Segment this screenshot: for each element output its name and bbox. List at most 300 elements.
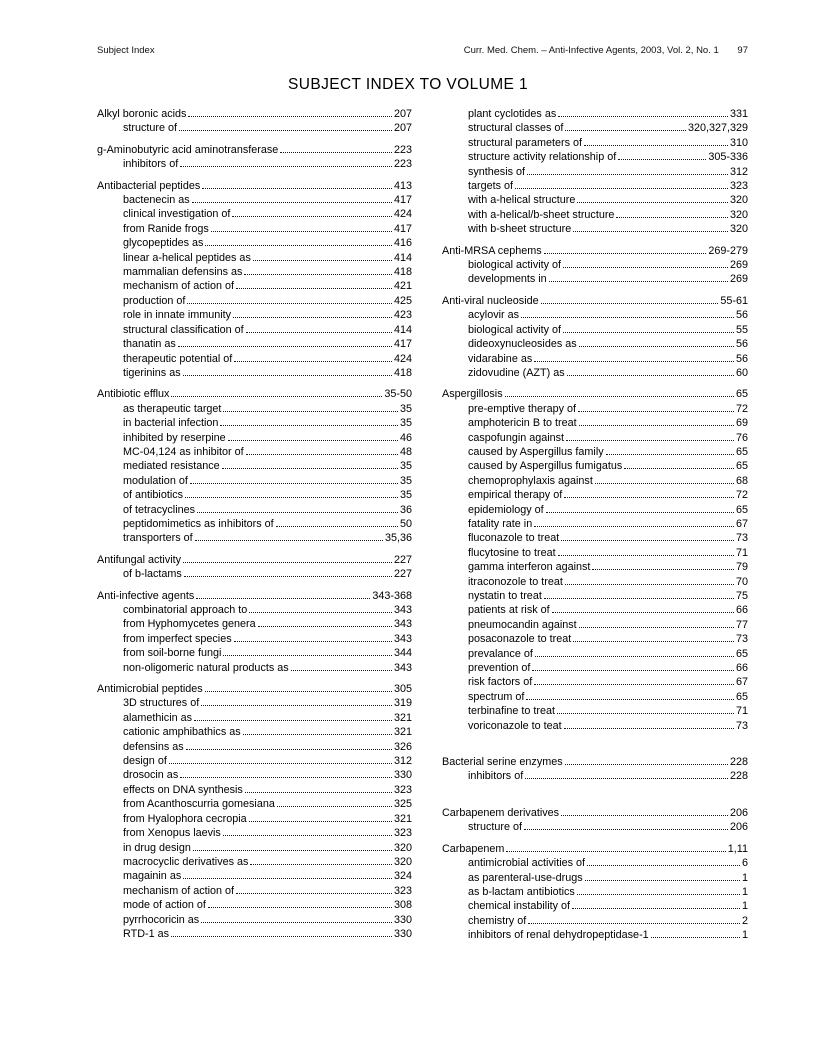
entry-label: dideoxynucleosides as [468, 338, 577, 351]
index-entry [442, 294, 748, 308]
entry-label: with a-helical structure [468, 194, 576, 207]
dot-leader [564, 727, 734, 729]
running-head-section: Subject Index [97, 45, 155, 56]
index-subentry [97, 567, 412, 581]
index-columns [97, 107, 748, 943]
entry-label: structural parameters of [468, 136, 583, 149]
entry-page: 72 [735, 489, 748, 502]
entry-label: structure activity relationship of [468, 151, 617, 164]
index-subentry [442, 459, 748, 473]
entry-page: 305 [393, 683, 412, 696]
dot-leader [211, 230, 392, 232]
entry-page: 343-368 [372, 589, 412, 602]
index-subentry [442, 503, 748, 517]
entry-label: from Hyphomycetes genera [123, 618, 256, 631]
entry-page: 68 [735, 474, 748, 487]
index-subentry [442, 661, 748, 675]
dot-leader [535, 655, 734, 657]
dot-leader [532, 669, 734, 671]
dot-leader [558, 115, 728, 117]
dot-leader [202, 187, 392, 189]
entry-page: 1 [741, 929, 748, 942]
entry-label: modulation of [123, 474, 188, 487]
dot-leader [585, 879, 740, 881]
index-subentry [442, 589, 748, 603]
entry-page: 65 [735, 690, 748, 703]
entry-page: 228 [729, 770, 748, 783]
index-entry [97, 589, 412, 603]
entry-label: inhibitors of renal dehydropeptidase-1 [468, 929, 649, 942]
dot-leader [577, 893, 740, 895]
entry-page: 343 [393, 604, 412, 616]
dot-leader [180, 165, 392, 167]
index-subentry [97, 121, 412, 135]
entry-label: acylovir as [468, 309, 520, 322]
entry-label: spectrum of [468, 690, 525, 703]
index-subentry [97, 352, 412, 366]
entry-page: 323 [393, 827, 412, 840]
dot-leader [506, 850, 725, 852]
entry-label: fatality rate in [468, 517, 533, 530]
entry-label: plant cyclotides as [468, 108, 557, 120]
entry-label: defensins as [123, 740, 184, 753]
index-subentry [442, 885, 748, 899]
dot-leader [592, 568, 734, 570]
entry-label: combinatorial approach to [123, 604, 248, 616]
entry-page: 424 [393, 352, 412, 365]
entry-label: vidarabine as [468, 352, 533, 365]
entry-page: 69 [735, 417, 748, 430]
entry-page: 65 [735, 503, 748, 516]
running-head [97, 45, 748, 56]
entry-page: 312 [729, 165, 748, 178]
dot-leader [577, 201, 728, 203]
index-subentry [442, 272, 748, 286]
entry-page: 73 [735, 633, 748, 646]
entry-label: clinical investigation of [123, 208, 231, 221]
entry-page: 312 [393, 755, 412, 768]
entry-page: 343 [393, 661, 412, 674]
index-subentry [97, 265, 412, 279]
entry-page: 77 [735, 618, 748, 631]
index-subentry [442, 517, 748, 531]
entry-page: 425 [393, 294, 412, 307]
entry-label: biological activity of [468, 323, 562, 336]
entry-page: 50 [399, 517, 412, 530]
index-subentry [97, 431, 412, 445]
entry-page: 227 [393, 568, 412, 581]
running-head-journal-line [464, 45, 748, 56]
entry-page: 417 [393, 338, 412, 351]
entry-label: antimicrobial activities of [468, 857, 586, 870]
index-subentry [97, 366, 412, 380]
entry-label: non-oligomeric natural products as [123, 661, 289, 674]
index-subentry [97, 294, 412, 308]
entry-label: role in innate immunity [123, 309, 232, 322]
dot-leader [606, 453, 734, 455]
entry-label: chemical instability of [468, 900, 571, 913]
entry-page: 48 [399, 445, 412, 458]
entry-page: 418 [393, 366, 412, 379]
index-subentry [442, 107, 748, 121]
index-subentry [442, 208, 748, 222]
entry-page: 35 [399, 417, 412, 430]
entry-page: 55-61 [720, 294, 748, 307]
dot-leader [534, 683, 734, 685]
dot-leader [595, 482, 734, 484]
entry-page: 321 [393, 711, 412, 724]
entry-label: bactenecin as [123, 194, 190, 207]
index-entry [442, 755, 748, 769]
entry-label: alamethicin as [123, 711, 193, 724]
index-subentry [97, 661, 412, 675]
entry-page: 330 [393, 927, 412, 940]
index-subentry [97, 711, 412, 725]
dot-leader [253, 259, 392, 261]
entry-label: of antibiotics [123, 489, 184, 502]
index-subentry [442, 914, 748, 928]
entry-label: flucytosine to treat [468, 546, 556, 559]
entry-page: 323 [393, 884, 412, 897]
entry-label: effects on DNA synthesis [123, 783, 243, 796]
dot-leader [565, 583, 734, 585]
dot-leader [233, 316, 392, 318]
entry-label: structure of [123, 122, 178, 135]
entry-page: 67 [735, 676, 748, 689]
dot-leader [245, 791, 392, 793]
index-subentry [442, 222, 748, 236]
index-subentry [97, 474, 412, 488]
entry-label: design of [123, 755, 167, 768]
dot-leader [579, 626, 734, 628]
index-subentry [97, 603, 412, 617]
dot-leader [183, 877, 392, 879]
entry-page: 1 [741, 900, 748, 913]
dot-leader [546, 511, 734, 513]
entry-page: 35 [399, 474, 412, 487]
dot-leader [205, 244, 392, 246]
entry-page: 46 [399, 431, 412, 444]
entry-page: 79 [735, 561, 748, 574]
index-subentry [97, 503, 412, 517]
dot-leader [195, 539, 383, 541]
entry-page: 66 [735, 604, 748, 617]
index-subentry [442, 258, 748, 272]
entry-label: Antimicrobial peptides [97, 683, 203, 696]
index-subentry [97, 797, 412, 811]
entry-label: g-Aminobutyric acid aminotransferase [97, 143, 279, 156]
entry-page: 70 [735, 575, 748, 588]
entry-label: therapeutic potential of [123, 352, 233, 365]
entry-label: terbinafine to treat [468, 705, 556, 718]
entry-page: 319 [393, 697, 412, 710]
index-subentry [442, 150, 748, 164]
entry-page: 76 [735, 431, 748, 444]
entry-page: 321 [393, 812, 412, 825]
dot-leader [179, 129, 392, 131]
index-subentry [97, 898, 412, 912]
entry-page: 73 [735, 532, 748, 545]
dot-leader [190, 482, 398, 484]
entry-label: from Ranide frogs [123, 222, 209, 235]
index-subentry [97, 459, 412, 473]
dot-leader [587, 864, 740, 866]
index-subentry [97, 754, 412, 768]
dot-leader [579, 424, 734, 426]
dot-leader [201, 921, 392, 923]
index-subentry [442, 575, 748, 589]
dot-leader [236, 892, 392, 894]
index-subentry [97, 323, 412, 337]
index-subentry [442, 366, 748, 380]
entry-label: MC-04,124 as inhibitor of [123, 445, 244, 458]
dot-leader [180, 776, 392, 778]
dot-leader [201, 704, 392, 706]
index-entry [442, 806, 748, 820]
index-subentry [97, 826, 412, 840]
entry-label: Antifungal activity [97, 553, 182, 566]
index-subentry [97, 768, 412, 782]
index-subentry [97, 884, 412, 898]
entry-label: inhibitors of [468, 770, 524, 783]
dot-leader [258, 625, 392, 627]
entry-page: 206 [729, 821, 748, 834]
entry-label: Anti-infective agents [97, 589, 195, 602]
entry-page: 2 [741, 914, 748, 927]
dot-leader [561, 814, 728, 816]
entry-page: 228 [729, 756, 748, 769]
entry-page: 35 [399, 460, 412, 473]
index-subentry [97, 531, 412, 545]
entry-label: Anti-viral nucleoside [442, 294, 539, 307]
index-entry [97, 143, 412, 157]
index-entry [97, 682, 412, 696]
dot-leader [563, 266, 728, 268]
entry-page: 414 [393, 323, 412, 336]
dot-leader [183, 374, 392, 376]
index-subentry [97, 725, 412, 739]
index-subentry [97, 869, 412, 883]
entry-label: magainin as [123, 870, 182, 883]
entry-page: 305-336 [708, 151, 748, 164]
dot-leader [534, 525, 734, 527]
dot-leader [236, 287, 392, 289]
entry-label: synthesis of [468, 165, 526, 178]
entry-label: pre-emptive therapy of [468, 402, 577, 415]
index-subentry [442, 445, 748, 459]
entry-page: 417 [393, 222, 412, 235]
index-subentry [442, 618, 748, 632]
entry-label: thanatin as [123, 338, 176, 351]
entry-page: 75 [735, 590, 748, 602]
index-subentry [442, 337, 748, 351]
index-subentry [442, 308, 748, 322]
index-subentry [442, 820, 748, 834]
entry-label: production of [123, 294, 186, 307]
dot-leader [572, 907, 740, 909]
index-entry [442, 842, 748, 856]
entry-page: 310 [729, 136, 748, 149]
entry-label: posaconazole to treat [468, 633, 572, 646]
entry-label: Carbapenem [442, 842, 505, 855]
entry-label: cationic amphibathics as [123, 726, 241, 739]
entry-page: 71 [735, 705, 748, 718]
entry-page: 35,36 [384, 532, 412, 545]
entry-page: 269 [729, 259, 748, 272]
index-entry [442, 244, 748, 258]
dot-leader [552, 611, 734, 613]
entry-page: 323 [393, 783, 412, 796]
entry-page: 207 [393, 122, 412, 135]
entry-page: 269-279 [708, 244, 748, 257]
dot-leader [243, 733, 392, 735]
entry-label: targets of [468, 180, 514, 193]
entry-label: from soil-borne fungi [123, 647, 222, 660]
entry-label: empirical therapy of [468, 489, 563, 502]
dot-leader [624, 467, 734, 469]
entry-page: 421 [393, 280, 412, 293]
entry-page: 320 [729, 223, 748, 236]
entry-label: prevention of [468, 662, 531, 675]
entry-label: with b-sheet structure [468, 223, 572, 236]
index-subentry [97, 632, 412, 646]
entry-label: biological activity of [468, 259, 562, 272]
index-subentry [97, 207, 412, 221]
dot-leader [579, 345, 734, 347]
entry-page: 227 [393, 553, 412, 566]
dot-leader [234, 360, 392, 362]
dot-leader [525, 777, 728, 779]
entry-label: from Xenopus laevis [123, 827, 221, 840]
index-subentry [442, 647, 748, 661]
dot-leader [515, 187, 728, 189]
entry-label: caused by Aspergillus fumigatus [468, 460, 623, 473]
entry-page: 269 [729, 273, 748, 286]
entry-label: Carbapenem derivatives [442, 806, 560, 819]
entry-label: Alkyl boronic acids [97, 108, 187, 120]
dot-leader [528, 922, 740, 924]
dot-leader [549, 280, 728, 282]
dot-leader [184, 575, 392, 577]
index-subentry [442, 352, 748, 366]
index-subentry [442, 603, 748, 617]
dot-leader [544, 597, 734, 599]
dot-leader [178, 345, 392, 347]
entry-page: 330 [393, 769, 412, 782]
entry-label: structure of [468, 821, 523, 834]
entry-page: 330 [393, 913, 412, 926]
index-subentry [97, 416, 412, 430]
index-subentry [442, 871, 748, 885]
dot-leader [584, 144, 728, 146]
dot-leader [197, 511, 398, 513]
entry-page: 308 [393, 899, 412, 912]
entry-label: gamma interferon against [468, 561, 591, 574]
entry-label: caused by Aspergillus family [468, 445, 604, 458]
index-subentry [442, 179, 748, 193]
dot-leader [573, 230, 728, 232]
index-subentry [442, 769, 748, 783]
entry-label: risk factors of [468, 676, 533, 689]
index-subentry [97, 783, 412, 797]
index-subentry [97, 913, 412, 927]
entry-label: Antibacterial peptides [97, 179, 201, 192]
dot-leader [246, 453, 398, 455]
entry-label: from Acanthoscurria gomesiana [123, 798, 275, 811]
dot-leader [527, 173, 728, 175]
entry-label: inhibited by reserpine [123, 431, 226, 444]
index-subentry [442, 690, 748, 704]
index-subentry [442, 402, 748, 416]
dot-leader [223, 834, 392, 836]
entry-page: 325 [393, 798, 412, 811]
index-subentry [97, 251, 412, 265]
entry-page: 417 [393, 194, 412, 207]
entry-page: 67 [735, 517, 748, 530]
index-subentry [442, 632, 748, 646]
dot-leader [249, 820, 392, 822]
index-subentry [442, 488, 748, 502]
entry-label: drosocin as [123, 769, 179, 782]
dot-leader [277, 805, 392, 807]
index-subentry [442, 193, 748, 207]
entry-page: 344 [393, 647, 412, 660]
entry-label: pneumocandin against [468, 618, 577, 631]
entry-label: epidemiology of [468, 503, 544, 516]
dot-leader [171, 395, 382, 397]
dot-leader [186, 748, 392, 750]
dot-leader [561, 539, 734, 541]
entry-page: 416 [393, 237, 412, 250]
entry-page: 320 [729, 208, 748, 221]
entry-page: 56 [735, 309, 748, 322]
entry-page: 55 [735, 323, 748, 336]
entry-label: nystatin to treat [468, 590, 542, 602]
entry-page: 66 [735, 662, 748, 675]
entry-page: 56 [735, 338, 748, 351]
entry-page: 414 [393, 251, 412, 264]
entry-label: glycopeptides as [123, 237, 204, 250]
index-subentry [442, 531, 748, 545]
dot-leader [534, 360, 734, 362]
entry-label: of tetracyclines [123, 503, 196, 516]
dot-leader [169, 762, 392, 764]
entry-page: 1 [741, 885, 748, 898]
entry-page: 423 [393, 309, 412, 322]
index-subentry [442, 323, 748, 337]
dot-leader [249, 611, 392, 613]
index-entry [97, 107, 412, 121]
entry-page: 320,327,329 [687, 122, 748, 135]
dot-leader [566, 439, 734, 441]
entry-page: 320 [729, 194, 748, 207]
index-subentry [97, 855, 412, 869]
entry-page: 35 [399, 489, 412, 502]
dot-leader [185, 496, 398, 498]
dot-leader [244, 273, 392, 275]
entry-page: 321 [393, 726, 412, 739]
entry-label: tigerinins as [123, 366, 181, 379]
dot-leader [505, 395, 734, 397]
entry-label: inhibitors of [123, 158, 179, 171]
dot-leader [250, 863, 392, 865]
index-subentry [97, 517, 412, 531]
index-subentry [97, 402, 412, 416]
index-subentry [97, 308, 412, 322]
entry-page: 413 [393, 179, 412, 192]
index-column-left [97, 107, 412, 943]
dot-leader [541, 302, 719, 304]
